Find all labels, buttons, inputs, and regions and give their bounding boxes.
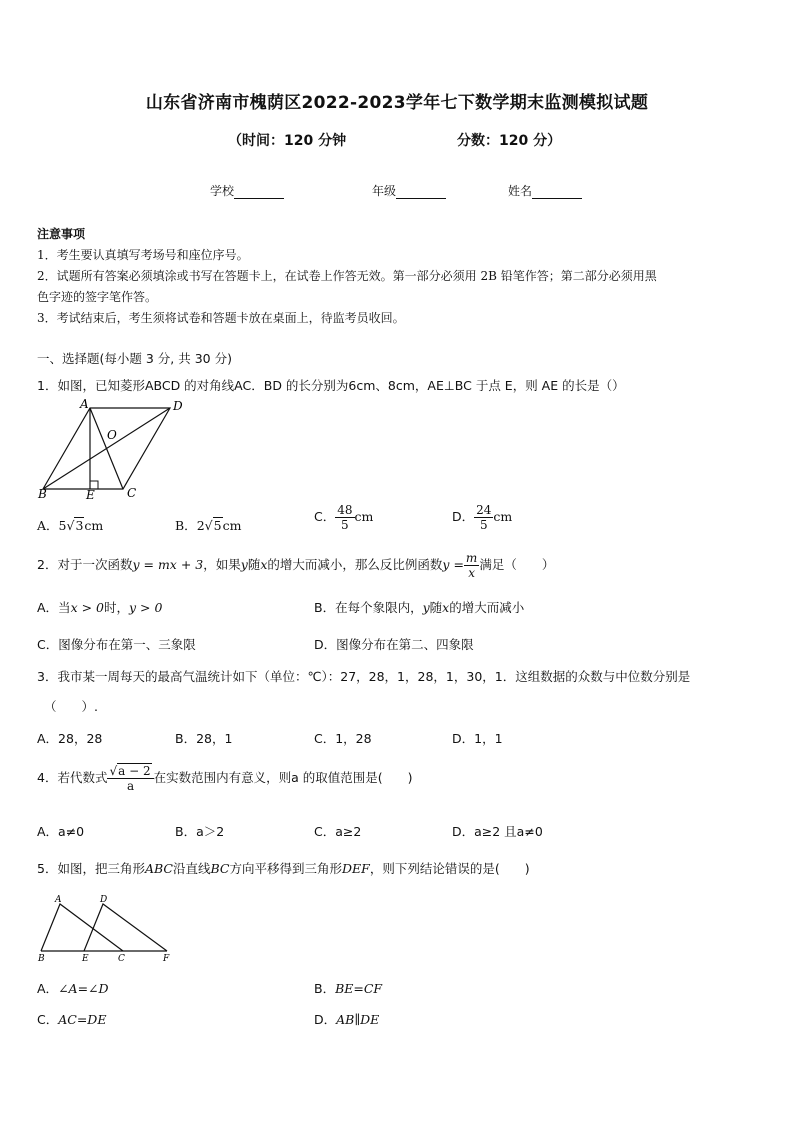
point-e-label: E [82,954,89,962]
q2-option-a[interactable]: A．当x > 0时，y > 0 [37,600,163,615]
notes-item: 3．考试结束后，考生须将试卷和答题卡放在桌面上，待监考员收回。 [37,311,405,325]
point-a-label: A [80,397,89,411]
exam-time: （时间：120 分钟 [228,133,347,149]
section-heading: 一、选择题(每小题 3 分, 共 30 分) [37,351,232,366]
point-d-label: D [100,895,108,905]
notes-block [37,224,757,329]
question-3-stem-cont: （ ）. [44,699,98,714]
question-1-stem: 1．如图，已知菱形ABCD 的对角线AC．BD 的长分别为6cm、8cm，AE⊥BC 于点 E，则 AE 的长是（） [37,378,625,393]
notes-item: 1．考生要认真填写考场号和座位序号。 [37,248,249,262]
q2-option-b[interactable]: B．在每个象限内，y随x的增大而减小 [314,600,525,615]
translated-triangles-figure [34,890,179,962]
point-c-label: C [127,486,137,500]
q1-option-d[interactable]: D． $\frac{24}{5}$ cm [452,503,513,532]
question-3-stem: 3．我市某一周每天的最高气温统计如下（单位：℃）：27，28，1，28，1，30，1．这组数据的众数与中位数分别是 [37,669,691,684]
name-blank[interactable] [532,186,582,199]
point-b-label: B [38,487,47,501]
page-title: 山东省济南市槐荫区2022-2023学年七下数学期末监测模拟试题 [145,93,649,113]
q4-option-a[interactable]: A．a≠0 [37,824,85,839]
rhombus-figure [30,396,200,502]
point-a-label: A [55,895,62,905]
q3-option-a[interactable]: A．28，28 [37,731,103,746]
q3-option-c[interactable]: C．1，28 [314,731,372,746]
q5-option-c[interactable]: C．AC=DE [37,1012,107,1027]
q4-option-b[interactable]: B．a＞2 [175,824,225,839]
q3-option-b[interactable]: B．28，1 [175,731,233,746]
notes-heading: 注意事项 [37,227,86,241]
q4-option-d[interactable]: D．a≥2 且a≠0 [452,824,543,839]
q2-option-d[interactable]: D．图像分布在第二、四象限 [314,637,474,652]
point-f-label: F [163,954,170,962]
q1-option-b[interactable]: B．2√5cm [175,518,242,533]
school-label: 学校 [210,184,235,198]
notes-item: 2．试题所有答案必须填涂或书写在答题卡上，在试卷上作答无效。第一部分必须用 2B 铅笔作答；第二部分必须用黑 [37,269,657,283]
school-blank[interactable] [234,186,284,199]
point-b-label: B [38,954,45,962]
question-5-stem: 5．如图，把三角形ABC沿直线BC方向平移得到三角形DEF，则下列结论错误的是( ) [37,861,530,876]
q3-option-d[interactable]: D．1，1 [452,731,503,746]
question-4-stem: 4．若代数式 $\frac{√a - 2}{a}$ 在实数范围内有意义，则a 的取值范围是( ) [37,764,413,793]
grade-field [372,182,446,199]
grade-label: 年级 [372,184,397,198]
point-d-label: D [173,399,183,413]
grade-blank[interactable] [396,186,446,199]
point-e-label: E [86,488,95,502]
school-field [210,182,284,199]
notes-item: 色字迹的签字笔作答。 [37,290,158,304]
q5-option-d[interactable]: D．AB∥DE [314,1012,380,1027]
q1-option-c[interactable]: C． $\frac{48}{5}$ cm [314,503,374,532]
question-2-stem: 2．对于一次函数y = mx + 3，如果y随x的增大而减小，那么反比例函数y = $\frac{m}{x}$ 满足（ ） [37,551,555,580]
q1-option-a[interactable]: A．5√3cm [37,518,104,533]
point-o-label: O [107,428,117,442]
exam-score: 分数：120 分） [457,133,562,149]
name-field [508,182,582,199]
q2-option-c[interactable]: C．图像分布在第一、三象限 [37,637,196,652]
q5-option-b[interactable]: B．BE=CF [314,981,383,996]
q5-option-a[interactable]: A．∠A=∠D [37,981,109,996]
name-label: 姓名 [508,184,533,198]
point-c-label: C [118,954,125,962]
q4-option-c[interactable]: C．a≥2 [314,824,362,839]
